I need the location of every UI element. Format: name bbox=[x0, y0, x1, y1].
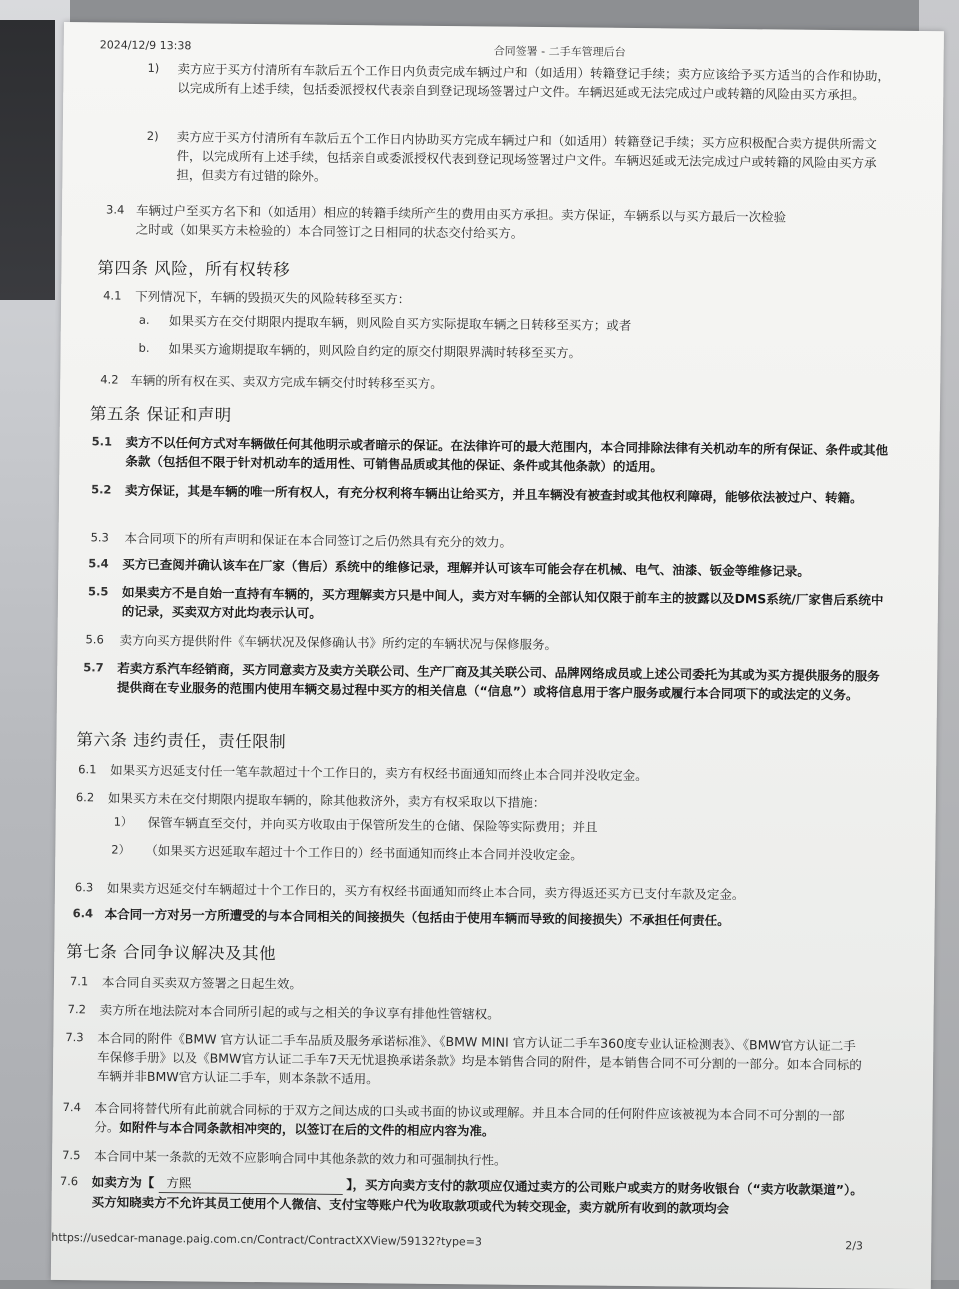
clause-5-1 bbox=[91, 432, 891, 478]
clause-4-2 bbox=[100, 370, 800, 396]
clause-number: 5.2 bbox=[91, 482, 112, 497]
clause-3-4 bbox=[106, 200, 786, 245]
clause-number: 2） bbox=[111, 842, 131, 857]
clause-6-2-2 bbox=[111, 841, 871, 868]
clause-text: 卖方不以任何方式对车辆做任何其他明示或者暗示的保证。在法律许可的最大范围内，本合同排除法律有关机动车的所有保证、条件或其他条款（包括但不限于针对机动车的适用性、可销售品质或其他的保证、条件或其他条款）的适用。 bbox=[125, 434, 889, 475]
clause-number: 4.2 bbox=[100, 372, 119, 387]
clause-text: 卖方应于买方付清所有车款后五个工作日内协助买方完成车辆过户和（如适用）转籍登记手续；买方应积极配合卖方提供所需文件，以完成所有上述手续，包括亲自或委派授权代表到登记现场签署过户文件。车辆迟延或无法完成过户或转籍的风险由买方承担，但卖方有过错的除外。 bbox=[176, 129, 877, 184]
clause-text-bold: 如附件与本合同条款相冲突的，以签订在后的文件的相应内容为准。 bbox=[119, 1119, 495, 1139]
print-datetime: 2024/12/9 13:38 bbox=[99, 38, 192, 53]
clause-7-6 bbox=[60, 1172, 868, 1219]
section-4-heading: 第四条 风险，所有权转移 bbox=[97, 258, 291, 280]
clause-number: 7.5 bbox=[62, 1148, 81, 1163]
section-6-heading: 第六条 违约责任，责任限制 bbox=[76, 730, 287, 752]
clause-text-prefix: 如卖方为【 bbox=[91, 1174, 155, 1191]
clause-number: 5.4 bbox=[88, 556, 109, 571]
clause-5-2 bbox=[91, 480, 891, 507]
clause-number: 7.6 bbox=[59, 1174, 79, 1189]
clause-number: 7.3 bbox=[65, 1030, 84, 1045]
clause-number: 1) bbox=[147, 60, 160, 76]
clause-text: 买方已查阅并确认该车在厂家（售后）系统中的维修记录，理解并认可该车可能会存在机械、电气、油漆、钣金等维修记录。 bbox=[122, 556, 810, 579]
clause-number: 6.1 bbox=[78, 762, 97, 777]
clause-5-3 bbox=[91, 528, 891, 555]
clause-3-3-1 bbox=[147, 59, 895, 105]
clause-text: 车辆过户至买方名下和（如适用）相应的转籍手续所产生的费用由买方承担。卖方保证，车辆系以与买方最后一次检验之时或（如果买方未检验的）本合同签订之日相同的状态交付给买方。 bbox=[135, 202, 787, 241]
clause-number: 6.3 bbox=[74, 880, 94, 895]
clause-text: 本合同将替代所有此前就合同标的于双方之间达成的口头或书面的协议或理解。并且本合同的任何附件应该被视为本合同不可分割的一部分。 bbox=[94, 1100, 845, 1135]
clause-text: 本合同一方对另一方所遭受的与本合同相关的间接损失（包括由于使用车辆而导致的间接损失）不承担任何责任。 bbox=[104, 906, 730, 929]
clause-number: 5.7 bbox=[83, 660, 104, 675]
clause-7-5 bbox=[62, 1146, 862, 1173]
clause-number: 5.1 bbox=[91, 434, 113, 449]
clause-5-6 bbox=[85, 630, 885, 657]
clause-text: 卖方保证，其是车辆的唯一所有权人，有充分权利将车辆出让给买方，并且车辆没有被查封或其他权利障碍，能够依法被过户、转籍。 bbox=[125, 482, 863, 506]
clause-number: 6.2 bbox=[75, 790, 95, 805]
clause-text: 卖方应于买方付清所有车款后五个工作日内负责完成车辆过户和（如适用）转籍登记手续；卖方应该给予买方适当的合作和协助，以完成所有上述手续，包括委派授权代表亲自到登记现场签署过户文件。车辆迟延或无法完成过户或转籍的风险由买方承担。 bbox=[177, 61, 891, 103]
section-7-heading: 第七条 合同争议解决及其他 bbox=[66, 942, 277, 964]
clause-6-1 bbox=[78, 760, 878, 787]
clause-7-3 bbox=[65, 1028, 866, 1093]
clause-text: 如果买方未在交付期限内提取车辆的，除其他救济外，卖方有权采取以下措施： bbox=[107, 790, 546, 811]
clause-number: 3.4 bbox=[105, 202, 125, 217]
clause-text: 本合同自买卖双方签署之日起生效。 bbox=[101, 974, 303, 992]
clause-7-1 bbox=[70, 972, 870, 999]
clause-5-5 bbox=[88, 582, 888, 628]
background-dark-object bbox=[0, 20, 55, 300]
clause-text: 如果买方逾期提取车辆的，则风险自约定的原交付期限界满时转移至买方。 bbox=[168, 341, 582, 361]
clause-text: 车辆的所有权在买、卖双方完成车辆交付时转移至买方。 bbox=[130, 372, 443, 391]
clause-text: 如果买方在交付期限内提取车辆，则风险自买方实际提取车辆之日转移至买方；或者 bbox=[168, 313, 632, 333]
clause-5-7 bbox=[83, 658, 883, 704]
clause-text: 保管车辆直至交付，并向买方收取由于保管所发生的仓储、保险等实际费用；并且 bbox=[147, 814, 598, 835]
clause-6-3 bbox=[75, 878, 875, 905]
clause-number: 2) bbox=[146, 128, 159, 143]
clause-6-4 bbox=[73, 904, 873, 931]
clause-number: 6.4 bbox=[72, 906, 94, 921]
clause-number: 7.2 bbox=[67, 1002, 87, 1017]
clause-text: 如果卖方迟延交付车辆超过十个工作日的，买方有权经书面通知而终止本合同，卖方得返还买方已支付车款及定金。 bbox=[106, 880, 745, 903]
clause-text: 如果卖方不是自始一直持有车辆的，买方理解卖方只是中间人，卖方对车辆的全部认知仅限于前车主的披露以及DMS系统/厂家售后系统中的记录，买卖双方对此均表示认可。 bbox=[121, 584, 884, 621]
clause-4-1-a bbox=[139, 311, 839, 337]
page-number: 2/3 bbox=[845, 1239, 863, 1253]
clause-text: （如果买方迟延取车超过十个工作日的）经书面通知而终止本合同并没收定金。 bbox=[145, 842, 583, 863]
print-url: https://usedcar-manage.paig.com.cn/Contract/ContractXXView/59132?type=3 bbox=[51, 1230, 483, 1249]
clause-text-suffix: 】，买方向卖方支付的款项应仅通过卖方的公司账户或卖方的财务收银台（“卖方收款渠道”）。买方知晓卖方不允许其员工使用个人微信、支付宝等账户代为收取款项或代为转交现金，卖方就所有收到的款项均会 bbox=[91, 1177, 863, 1217]
clause-number: a. bbox=[138, 312, 150, 327]
print-title: 合同签署 - 二手车管理后台 bbox=[493, 44, 626, 59]
clause-number: 4.1 bbox=[103, 288, 122, 303]
seller-name-field: 方熙 bbox=[158, 1173, 342, 1195]
clause-4-1-b bbox=[138, 339, 838, 365]
clause-number: 7.4 bbox=[62, 1100, 82, 1115]
clause-number: 1） bbox=[113, 814, 133, 829]
clause-6-2 bbox=[76, 788, 876, 815]
clause-7-2 bbox=[68, 1000, 868, 1027]
clause-text: 本合同项下的所有声明和保证在本合同签订之后仍然具有充分的效力。 bbox=[124, 530, 513, 550]
clause-3-3-2 bbox=[146, 127, 895, 192]
clause-5-4 bbox=[88, 554, 888, 581]
clause-text: 下列情况下，车辆的毁损灭失的风险转移至买方： bbox=[135, 288, 411, 307]
clause-text: 本合同的附件《BMW 官方认证二手车品质及服务承诺标准》、《BMW MINI 官方认证二手车360度专业认证检测表》、《BMW官方认证二手车保修手册》以及《BMW官方认证二手车7天无忧退换承诺条款》均是本销售合同的附件，是本销售合同不可分割的一部分。如本合同标的车辆并非BMW官方认证二手车，则本条款不适用。 bbox=[96, 1030, 862, 1087]
clause-4-1 bbox=[103, 286, 803, 312]
clause-number: 5.3 bbox=[90, 530, 109, 545]
clause-7-4 bbox=[62, 1098, 862, 1144]
clause-number: 5.5 bbox=[87, 584, 109, 599]
clause-text: 若卖方系汽车经销商，买方同意卖方及卖方关联公司、生产厂商及其关联公司、品牌网络成员或上述公司委托为其或为买方提供服务的服务提供商在专业服务的范围内使用车辆交易过程中买方的相关信息（“信息”）或将信息用于客户服务或履行本合同项下的或法定的义务。 bbox=[116, 660, 880, 703]
clause-text: 本合同中某一条款的无效不应影响合同中其他条款的效力和可强制执行性。 bbox=[94, 1148, 507, 1168]
clause-number: 5.6 bbox=[85, 632, 104, 647]
section-5-heading: 第五条 保证和声明 bbox=[89, 404, 232, 425]
contract-page bbox=[51, 22, 944, 1289]
clause-number: 7.1 bbox=[69, 974, 89, 989]
clause-text: 卖方向买方提供附件《车辆状况及保修确认书》所约定的车辆状况与保修服务。 bbox=[119, 632, 558, 653]
clause-number: b. bbox=[138, 340, 150, 355]
clause-text: 如果买方迟延支付任一笔车款超过十个工作日的，卖方有权经书面通知而终止本合同并没收定金。 bbox=[110, 762, 648, 784]
clause-text: 卖方所在地法院对本合同所引起的或与之相关的争议享有排他性管辖权。 bbox=[99, 1002, 500, 1022]
clause-6-2-1 bbox=[114, 813, 874, 840]
